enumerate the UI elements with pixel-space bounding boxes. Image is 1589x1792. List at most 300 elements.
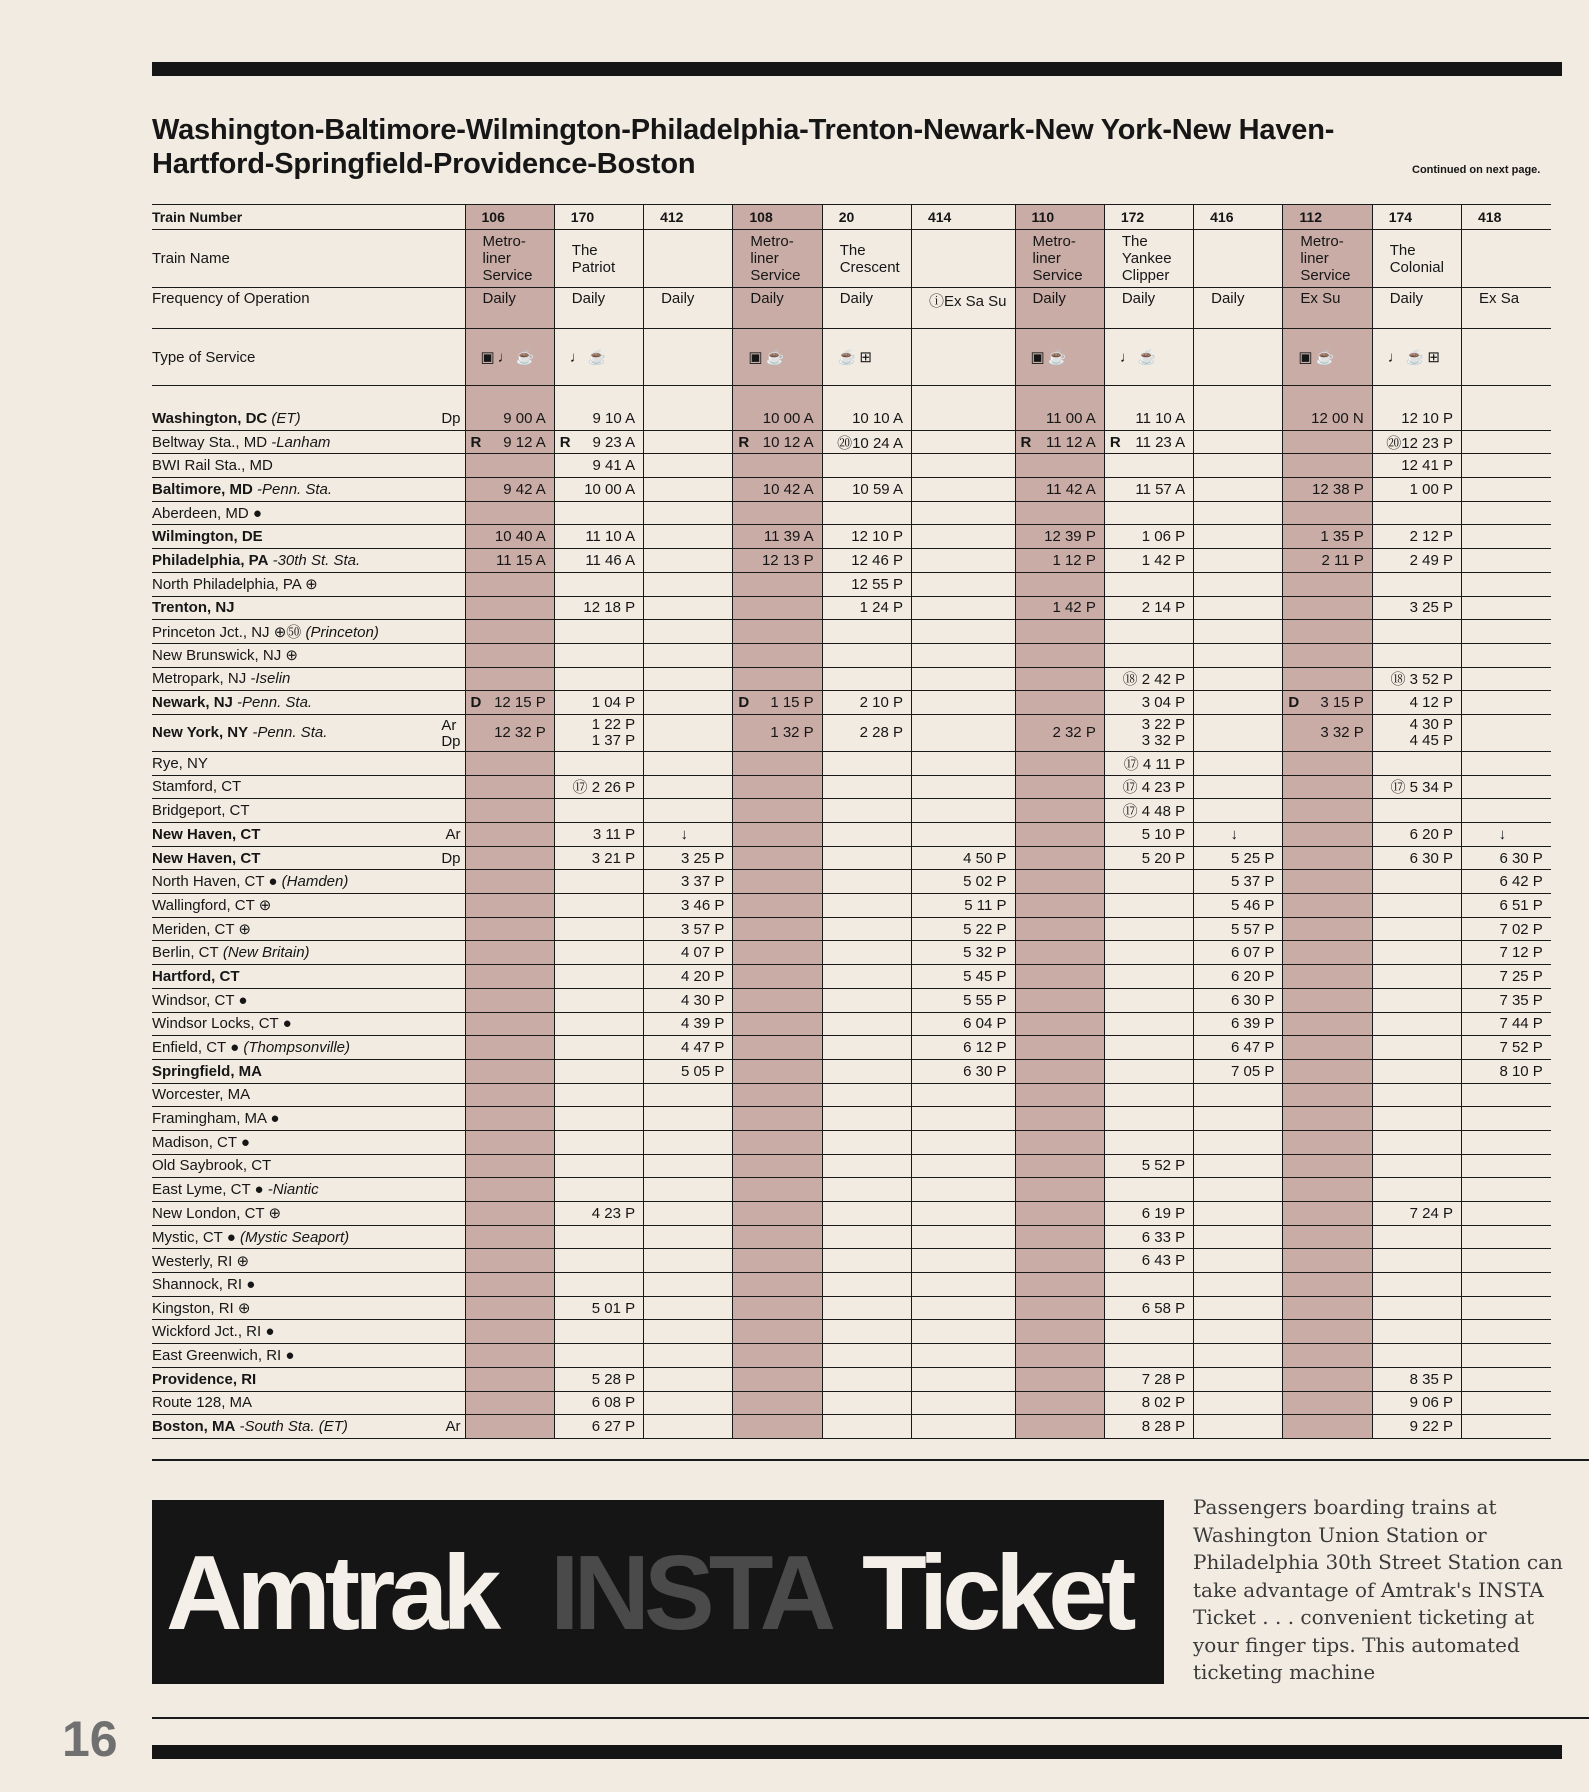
departure-time (1015, 667, 1104, 691)
departure-time: 7 25 P (1462, 965, 1551, 989)
departure-time: 11 10 A (1104, 407, 1193, 430)
departure-time (822, 751, 911, 775)
station-subname: -South Sta. (ET) (235, 1418, 348, 1436)
station-name: Springfield, MA (152, 1062, 262, 1080)
departure-time: 12 13 P (733, 549, 822, 573)
departure-time (911, 1273, 1015, 1297)
departure-time: 7 52 P (1462, 1036, 1551, 1060)
departure-time (465, 846, 554, 870)
departure-time (554, 917, 643, 941)
departure-time: 6 30 P (1372, 846, 1461, 870)
station-name: Aberdeen, MD ● (152, 504, 262, 522)
departure-time (1462, 1178, 1551, 1202)
departure-time (465, 894, 554, 918)
station-subname: -Iselin (246, 670, 291, 688)
departure-time (1104, 1130, 1193, 1154)
departure-time (1194, 1249, 1283, 1273)
departure-time (822, 941, 911, 965)
train-number: 172 (1104, 205, 1193, 230)
departure-time (822, 1178, 911, 1202)
departure-time (822, 667, 911, 691)
departure-time (1104, 1344, 1193, 1368)
departure-time: 6 58 P (1104, 1296, 1193, 1320)
departure-time (554, 1036, 643, 1060)
departure-time: 3 25 P (644, 846, 733, 870)
departure-time (822, 1083, 911, 1107)
train-number: 106 (465, 205, 554, 230)
departure-time (465, 823, 554, 847)
train-name (644, 230, 733, 288)
departure-time: R 11 12 A (1015, 430, 1104, 454)
departure-time: 12 38 P (1283, 478, 1372, 502)
departure-time (1462, 1225, 1551, 1249)
departure-time (1372, 988, 1461, 1012)
departure-time (733, 1154, 822, 1178)
departure-time (644, 1296, 733, 1320)
departure-time (1283, 799, 1372, 823)
spacer-cell (554, 386, 643, 408)
departure-time (1283, 1320, 1372, 1344)
departure-time (554, 643, 643, 667)
departure-time (822, 1202, 911, 1226)
departure-time: D 1 15 P (733, 691, 822, 715)
departure-time (733, 1012, 822, 1036)
train-frequency: Daily (1104, 288, 1193, 329)
timetable (152, 204, 1551, 1439)
departure-time (1372, 894, 1461, 918)
departure-time (554, 894, 643, 918)
departure-time (1462, 1391, 1551, 1415)
departure-time (1015, 1178, 1104, 1202)
departure-time (554, 1273, 643, 1297)
departure-time (1104, 965, 1193, 989)
departure-time: 2 14 P (1104, 596, 1193, 620)
departure-time (1015, 1415, 1104, 1439)
departure-time (822, 620, 911, 644)
station-label (152, 407, 465, 430)
departure-time: 4 07 P (644, 941, 733, 965)
departure-time (1194, 799, 1283, 823)
departure-time (1015, 1202, 1104, 1226)
departure-time (1194, 714, 1283, 751)
departure-time (1015, 846, 1104, 870)
departure-time (465, 870, 554, 894)
departure-time (465, 1083, 554, 1107)
departure-time (1283, 454, 1372, 478)
departure-time: 10 00 A (733, 407, 822, 430)
departure-time (554, 667, 643, 691)
departure-time: 11 15 A (465, 549, 554, 573)
station-name: Westerly, RI ⊕ (152, 1252, 250, 1270)
departure-time (1194, 525, 1283, 549)
table-bottom-rule (152, 1459, 1589, 1461)
station-label (152, 1273, 465, 1297)
title-line-1: Washington-Baltimore-Wilmington-Philadelphia-Trenton-Newark-New York-New Haven- (152, 114, 1335, 146)
departure-time (1015, 1059, 1104, 1083)
departure-time (1015, 1154, 1104, 1178)
departure-time (465, 1391, 554, 1415)
station-subname: (Hamden) (277, 873, 349, 891)
frequency-label: Frequency of Operation (152, 288, 465, 329)
departure-time: 11 42 A (1015, 478, 1104, 502)
departure-time: 6 33 P (1104, 1225, 1193, 1249)
departure-time (1104, 1012, 1193, 1036)
time-marker: R (738, 433, 750, 451)
station-name: Stamford, CT (152, 778, 242, 796)
footer-rule-thick (152, 1745, 1562, 1759)
departure-time (1462, 691, 1551, 715)
departure-time (1194, 1083, 1283, 1107)
departure-time: 6 12 P (911, 1036, 1015, 1060)
station-name: Kingston, RI ⊕ (152, 1300, 251, 1318)
departure-time (1372, 1273, 1461, 1297)
departure-time (1283, 620, 1372, 644)
station-subname: -Lanham (267, 433, 331, 451)
station-name: Wickford Jct., RI ● (152, 1323, 275, 1341)
departure-time (465, 1202, 554, 1226)
station-name: Princeton Jct., NJ ⊕㊿ (152, 624, 302, 642)
departure-time: 11 39 A (733, 525, 822, 549)
departure-time: R 11 23 A (1104, 430, 1193, 454)
departure-time (1462, 799, 1551, 823)
departure-time: 3 04 P (1104, 691, 1193, 715)
train-frequency: Ex Sa (1462, 288, 1551, 329)
departure-time (911, 1130, 1015, 1154)
station-label (152, 1059, 465, 1083)
departure-time (1194, 667, 1283, 691)
spacer-cell (822, 386, 911, 408)
departure-time (1372, 501, 1461, 525)
departure-time (1462, 1154, 1551, 1178)
departure-time (733, 1344, 822, 1368)
departure-time: ⑰ 4 11 P (1104, 751, 1193, 775)
departure-time: ⑱ 3 52 P (1372, 667, 1461, 691)
departure-time (1194, 775, 1283, 799)
departure-time (1372, 572, 1461, 596)
departure-time (1462, 751, 1551, 775)
train-frequency: Daily (465, 288, 554, 329)
departure-time (1104, 1083, 1193, 1107)
station-label (152, 894, 465, 918)
departure-time (733, 1225, 822, 1249)
departure-time (644, 478, 733, 502)
departure-time: 7 05 P (1194, 1059, 1283, 1083)
departure-time: 4 30 P 4 45 P (1372, 714, 1461, 751)
station-name: Berlin, CT (152, 944, 219, 962)
departure-time (822, 1249, 911, 1273)
departure-time (554, 620, 643, 644)
departure-time (1462, 596, 1551, 620)
departure-time (644, 691, 733, 715)
station-subname: -Niantic (263, 1181, 319, 1199)
station-label (152, 1036, 465, 1060)
train-name: The Crescent (822, 230, 911, 288)
departure-time (1104, 620, 1193, 644)
departure-time: 11 00 A (1015, 407, 1104, 430)
departure-time: 12 46 P (822, 549, 911, 573)
station-label (152, 549, 465, 573)
continued-note: Continued on next page. (1412, 164, 1541, 176)
departure-time: D 3 15 P (1283, 691, 1372, 715)
station-name: Madison, CT ● (152, 1133, 250, 1151)
departure-time (911, 714, 1015, 751)
station-label (152, 501, 465, 525)
departure-time (1015, 894, 1104, 918)
departure-time (911, 1391, 1015, 1415)
departure-time (1104, 870, 1193, 894)
insta-ticket-banner (152, 1500, 1164, 1684)
departure-time: 9 42 A (465, 478, 554, 502)
station-name: Framingham, MA ● (152, 1110, 280, 1128)
departure-time (1015, 1296, 1104, 1320)
departure-time (911, 775, 1015, 799)
spacer-cell (1194, 386, 1283, 408)
departure-time (465, 1296, 554, 1320)
service-icons: ♩☕⊞ (1372, 329, 1461, 386)
time-marker: R (559, 433, 571, 451)
departure-time (1283, 751, 1372, 775)
departure-time (1194, 1344, 1283, 1368)
departure-time (911, 572, 1015, 596)
departure-time (1462, 1320, 1551, 1344)
departure-time: 9 41 A (554, 454, 643, 478)
spacer-cell (1372, 386, 1461, 408)
departure-time (822, 799, 911, 823)
station-name: Providence, RI (152, 1370, 257, 1388)
departure-time (1462, 1083, 1551, 1107)
departure-time (644, 1415, 733, 1439)
departure-time (644, 1391, 733, 1415)
service-icons (911, 329, 1015, 386)
departure-time: 4 50 P (911, 846, 1015, 870)
departure-time (1015, 1367, 1104, 1391)
spacer-cell (733, 386, 822, 408)
train-frequency: ⓘEx Sa Su (911, 288, 1015, 329)
departure-time (733, 775, 822, 799)
departure-time (1015, 454, 1104, 478)
station-label (152, 691, 465, 715)
departure-time (554, 1059, 643, 1083)
departure-time (644, 643, 733, 667)
departure-time (911, 1154, 1015, 1178)
station-label (152, 799, 465, 823)
departure-time: 9 00 A (465, 407, 554, 430)
departure-time (822, 643, 911, 667)
departure-time (554, 1249, 643, 1273)
spacer-cell (911, 386, 1015, 408)
departure-time (733, 1249, 822, 1273)
departure-time (1015, 620, 1104, 644)
station-name: New Brunswick, NJ ⊕ (152, 647, 298, 665)
departure-time (1194, 1225, 1283, 1249)
departure-time: 5 05 P (644, 1059, 733, 1083)
departure-time: 1 24 P (822, 596, 911, 620)
departure-time (1104, 572, 1193, 596)
departure-time (1104, 941, 1193, 965)
departure-time (1194, 1367, 1283, 1391)
departure-time: 1 32 P (733, 714, 822, 751)
departure-time (911, 1344, 1015, 1368)
connection-arrow: ↓ (1462, 823, 1551, 847)
station-name: Wilmington, DE (152, 528, 263, 546)
service-icons: ♩☕ (554, 329, 643, 386)
spacer-cell (644, 386, 733, 408)
departure-time (733, 620, 822, 644)
departure-time (1015, 1012, 1104, 1036)
train-name: The Yankee Clipper (1104, 230, 1193, 288)
departure-time: 2 12 P (1372, 525, 1461, 549)
departure-time (733, 454, 822, 478)
departure-time (1283, 1249, 1372, 1273)
departure-time: 3 22 P 3 32 P (1104, 714, 1193, 751)
departure-time (554, 501, 643, 525)
departure-time (644, 1273, 733, 1297)
departure-time: 7 35 P (1462, 988, 1551, 1012)
departure-time (644, 596, 733, 620)
departure-time (1283, 1391, 1372, 1415)
banner-insta: INSTA (550, 1534, 831, 1652)
departure-time (1283, 775, 1372, 799)
departure-time (1194, 501, 1283, 525)
departure-time (1372, 1225, 1461, 1249)
departure-time (911, 620, 1015, 644)
station-label (152, 714, 465, 751)
departure-time (911, 1249, 1015, 1273)
departure-time (644, 501, 733, 525)
departure-time (554, 1225, 643, 1249)
departure-time (644, 1178, 733, 1202)
departure-time (644, 775, 733, 799)
departure-time (1462, 1273, 1551, 1297)
departure-time (1015, 1036, 1104, 1060)
station-name: Worcester, MA (152, 1086, 251, 1104)
departure-time (1194, 691, 1283, 715)
departure-time (733, 965, 822, 989)
departure-time: 1 06 P (1104, 525, 1193, 549)
departure-time (465, 799, 554, 823)
station-name: Old Saybrook, CT (152, 1157, 272, 1175)
departure-time (1372, 1059, 1461, 1083)
departure-time (1283, 941, 1372, 965)
departure-time: ⑰ 2 26 P (554, 775, 643, 799)
departure-time (822, 1391, 911, 1415)
departure-time (1283, 1273, 1372, 1297)
departure-time (1462, 1415, 1551, 1439)
arrive-depart-marker: Ar Dp (441, 716, 461, 750)
departure-time: ⑱ 2 42 P (1104, 667, 1193, 691)
departure-time: 12 18 P (554, 596, 643, 620)
departure-time (1283, 1296, 1372, 1320)
departure-time (733, 1107, 822, 1131)
departure-time: 5 28 P (554, 1367, 643, 1391)
departure-time (911, 596, 1015, 620)
station-subname: -Penn. Sta. (232, 694, 313, 712)
departure-time (1015, 1225, 1104, 1249)
departure-time: 9 22 P (1372, 1415, 1461, 1439)
departure-time (1372, 870, 1461, 894)
station-label (152, 525, 465, 549)
departure-time (644, 1130, 733, 1154)
departure-time (1462, 1107, 1551, 1131)
station-subname: -Penn. Sta. (252, 480, 333, 498)
departure-time (1372, 1296, 1461, 1320)
departure-time (822, 454, 911, 478)
departure-time (733, 751, 822, 775)
departure-time: 4 23 P (554, 1202, 643, 1226)
departure-time (1194, 1415, 1283, 1439)
departure-time (1283, 1225, 1372, 1249)
departure-time (1015, 988, 1104, 1012)
departure-time (1194, 1130, 1283, 1154)
departure-time: 5 10 P (1104, 823, 1193, 847)
departure-time: 9 10 A (554, 407, 643, 430)
service-icons: ♩☕ (1104, 329, 1193, 386)
station-label (152, 823, 465, 847)
train-frequency: Daily (1372, 288, 1461, 329)
footer-rule-thin (152, 1717, 1589, 1719)
departure-time (1283, 596, 1372, 620)
departure-time (822, 846, 911, 870)
departure-time (733, 917, 822, 941)
service-icons (644, 329, 733, 386)
station-subname: (New Britain) (218, 944, 310, 962)
departure-time: 5 25 P (1194, 846, 1283, 870)
departure-time (1283, 1415, 1372, 1439)
departure-time (644, 620, 733, 644)
station-name: Trenton, NJ (152, 599, 235, 617)
train-name: The Patriot (554, 230, 643, 288)
departure-time (1194, 1296, 1283, 1320)
departure-time (1372, 965, 1461, 989)
departure-time (1283, 1083, 1372, 1107)
departure-time (1283, 988, 1372, 1012)
departure-time (1015, 1320, 1104, 1344)
departure-time (911, 799, 1015, 823)
departure-time (911, 1083, 1015, 1107)
station-subname: (Mystic Seaport) (235, 1228, 350, 1246)
station-name: North Haven, CT ● (152, 873, 278, 891)
departure-time: 1 35 P (1283, 525, 1372, 549)
departure-time (1462, 1249, 1551, 1273)
departure-time (1104, 501, 1193, 525)
departure-time (822, 1320, 911, 1344)
departure-time (733, 1130, 822, 1154)
station-label (152, 430, 465, 454)
station-name: Newark, NJ (152, 694, 233, 712)
departure-time (1462, 620, 1551, 644)
departure-time (1462, 478, 1551, 502)
departure-time (1462, 1130, 1551, 1154)
departure-time: R 9 12 A (465, 430, 554, 454)
departure-time (1015, 775, 1104, 799)
departure-time (644, 525, 733, 549)
departure-time: 3 57 P (644, 917, 733, 941)
departure-time (1283, 1130, 1372, 1154)
departure-time (1372, 799, 1461, 823)
departure-time (644, 1154, 733, 1178)
train-number: 20 (822, 205, 911, 230)
departure-time (465, 1320, 554, 1344)
departure-time (911, 667, 1015, 691)
service-icons (1462, 329, 1551, 386)
departure-time (1015, 1083, 1104, 1107)
departure-time: 6 08 P (554, 1391, 643, 1415)
departure-time (733, 572, 822, 596)
station-label (152, 643, 465, 667)
departure-time: ⑰ 4 48 P (1104, 799, 1193, 823)
departure-time (644, 799, 733, 823)
banner-amtrak: Amtrak (166, 1534, 496, 1652)
